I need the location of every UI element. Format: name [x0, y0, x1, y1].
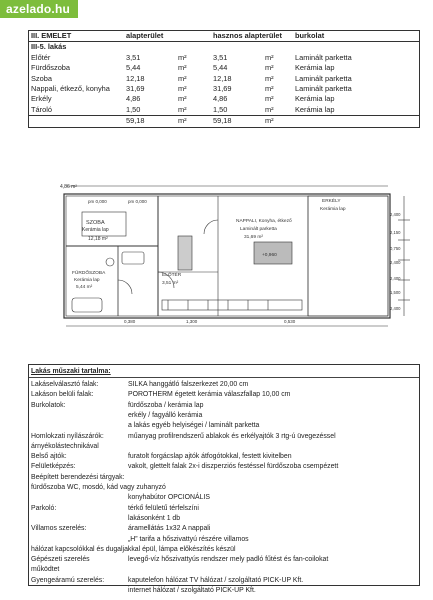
plan-room-eloter: ELŐTÉR	[162, 273, 182, 278]
room-name: Nappali, étkező, konyha	[31, 84, 110, 94]
flooring-value: Laminált parketta	[295, 84, 352, 94]
room-name: Tároló	[31, 104, 52, 114]
table-header	[29, 31, 419, 42]
unit-area-table	[28, 30, 420, 128]
flooring-value: Kerámia lap	[295, 104, 335, 114]
tech-label: Villamos szerelés:	[31, 525, 87, 533]
tech-value: műanyag profilrendszerű ablakok és erkélyajtók 3 rtg-ú üvegezéssel	[128, 432, 336, 440]
plan-room-nappali: NAPPALI, Konyha, étkező	[236, 219, 292, 224]
flooring-value: Laminált parketta	[295, 73, 352, 83]
useful-unit: m²	[265, 63, 274, 73]
plan-room-nappali-floor: Laminált parketta	[240, 227, 277, 232]
area-unit: m²	[178, 63, 187, 73]
area-unit: m²	[178, 52, 187, 62]
area-unit: m²	[178, 73, 187, 83]
flooring-value: Kerámia lap	[295, 63, 335, 73]
plan-dim-right: 0,750	[390, 246, 401, 251]
table-subheader	[29, 42, 419, 52]
plan-room-furdo: FÜRDŐSZOBA	[72, 271, 106, 276]
tech-label: Burkolatok:	[31, 401, 66, 409]
plan-dim-right: 2,150	[390, 230, 401, 235]
table-total-row	[29, 115, 419, 126]
divider	[29, 377, 419, 378]
apartment-id: III-5. lakás	[31, 42, 67, 52]
plan-room-nappali-area: 31,69 m²	[244, 235, 263, 240]
useful-unit: m²	[265, 73, 274, 83]
tech-value: SILKA hanggátló falszerkezet 20,00 cm	[128, 381, 249, 388]
room-name: Fürdőszoba	[31, 63, 71, 73]
total-useful-unit: m²	[265, 116, 274, 126]
plan-dim-right: 1,500	[390, 290, 401, 295]
flooring-value: Laminált parketta	[295, 52, 352, 62]
plan-room-erkely-floor: Kerámia lap	[320, 207, 346, 212]
brand-bar	[0, 0, 433, 20]
tech-value: lakásonként 1 db	[128, 514, 181, 522]
table-row	[29, 94, 419, 104]
plan-dim-right: 2,400	[390, 260, 401, 265]
tech-label: Lakáson belüli falak:	[31, 391, 94, 399]
tech-title: Lakás műszaki tartalma:	[31, 368, 111, 375]
technical-specs	[28, 364, 420, 594]
table-row	[29, 53, 419, 63]
tech-row	[29, 585, 419, 596]
tech-value: internet hálózat / szolgáltató PICK-UP Kft.	[128, 587, 256, 594]
tech-value: áramellátás 1x32 A nappali	[128, 525, 211, 533]
area-unit: m²	[178, 104, 187, 114]
table-body	[29, 53, 419, 115]
plan-room-furdo-area: 5,44 m²	[76, 285, 93, 290]
useful-value: 3,51	[213, 52, 228, 62]
plan-dim-f: 0,530	[284, 319, 296, 324]
plan-room-szoba-area: 12,18 m²	[88, 236, 108, 242]
tech-label: árnyékolástechnikával	[31, 442, 99, 450]
table-row	[29, 84, 419, 94]
plan-room-szoba-floor: Kerámia lap	[82, 227, 109, 233]
tech-value: fürdőszoba / kerámia lap	[128, 401, 204, 409]
area-value: 12,18	[126, 73, 145, 83]
tech-label: Lakáselválasztó falak:	[31, 381, 99, 388]
plan-dim-e: 1,300	[186, 319, 198, 324]
tech-label: Belső ajtók:	[31, 453, 67, 461]
table-row	[29, 74, 419, 84]
room-name: Erkély	[31, 94, 52, 104]
plan-dim-right: 2,400	[390, 306, 401, 311]
total-area: 59,18	[126, 116, 145, 126]
tech-label: Homlokzati nyílászárók:	[31, 432, 104, 440]
area-value: 3,51	[126, 52, 141, 62]
plan-room-szoba: SZOBA	[86, 220, 105, 226]
tech-value: POROTHERM égetett kerámia válaszfallap 10,00 cm	[128, 391, 291, 399]
tech-label: Parkoló:	[31, 504, 57, 512]
tech-value: a lakás egyéb helyiségei / laminált parketta	[128, 422, 260, 430]
room-name: Előtér	[31, 52, 51, 62]
site-logo[interactable]: azelado.hu	[0, 0, 78, 18]
useful-unit: m²	[265, 84, 274, 94]
tech-label: Beépített berendezési tárgyak:	[31, 473, 125, 481]
useful-value: 31,69	[213, 84, 232, 94]
area-value: 5,44	[126, 63, 141, 73]
area-value: 1,50	[126, 104, 141, 114]
room-name: Szoba	[31, 73, 52, 83]
plan-area-label: 4,86 m²	[60, 184, 77, 190]
plan-dim-c: +0,960	[262, 253, 277, 258]
total-area-unit: m²	[178, 116, 187, 126]
useful-unit: m²	[265, 94, 274, 104]
tech-label: Gyengeáramú szerelés:	[31, 576, 105, 584]
table-row	[29, 105, 419, 115]
useful-value: 5,44	[213, 63, 228, 73]
floor-plan	[58, 180, 418, 340]
useful-value: 4,86	[213, 94, 228, 104]
tech-value: kaputelefon hálózat TV hálózat / szolgáltató PICK-UP Kft.	[128, 576, 304, 584]
tech-value: furatolt forgácslap ajtók átfogótokkal, festett kivitelben	[128, 453, 292, 461]
plan-dim-right: 2,400	[390, 276, 401, 281]
tech-value: vakolt, glettelt falak 2x-i diszperziós festéssel fürdőszoba csempézett	[128, 463, 339, 471]
plan-room-erkely: ERKÉLY	[322, 199, 341, 204]
tech-value: konyhabútor OPCIONÁLIS	[128, 494, 210, 502]
plan-dim-b: pm 0,000	[128, 199, 147, 204]
flooring-value: Kerámia lap	[295, 94, 335, 104]
header-area: alapterület	[126, 31, 164, 40]
area-unit: m²	[178, 94, 187, 104]
tech-label: Felületképzés:	[31, 463, 76, 471]
tech-label: Gépészeti szerelés	[31, 556, 90, 564]
header-flooring: burkolat	[295, 31, 325, 40]
tech-value: térkő felületű térfelszíni	[128, 504, 199, 512]
header-useful-area: hasznos alapterület	[213, 31, 282, 40]
useful-value: 1,50	[213, 104, 228, 114]
plan-linework	[64, 186, 410, 326]
tech-label: hálózat kapcsolókkal és dugaljakkal épül, lámpa előkészítés készül	[31, 545, 236, 553]
plan-room-eloter-area: 3,51 m²	[162, 281, 179, 286]
tech-value: levegő-víz hőszivattyús rendszer mely padló fűtést és fan-coilokat	[128, 556, 329, 564]
plan-dim-d: 0,380	[124, 319, 136, 324]
plan-dim-a: pm 0,000	[88, 199, 107, 204]
tech-label: fürdőszoba WC, mosdó, kád vagy zuhanyzó	[31, 484, 166, 491]
header-floor: III. EMELET	[31, 31, 72, 40]
table-row	[29, 63, 419, 73]
useful-unit: m²	[265, 52, 274, 62]
useful-value: 12,18	[213, 73, 232, 83]
tech-label: működtet	[31, 566, 60, 574]
plan-room-furdo-floor: Kerámia lap	[74, 278, 100, 283]
area-value: 31,69	[126, 84, 145, 94]
total-useful: 59,18	[213, 116, 232, 126]
area-unit: m²	[178, 84, 187, 94]
tech-title-row	[29, 366, 419, 377]
area-value: 4,86	[126, 94, 141, 104]
useful-unit: m²	[265, 104, 274, 114]
tech-value: „H” tarifa a hőszivattyú részére villamos	[128, 535, 249, 543]
tech-value: erkély / fagyálló kerámia	[128, 411, 203, 419]
plan-dim-right: 2,400	[390, 212, 401, 217]
